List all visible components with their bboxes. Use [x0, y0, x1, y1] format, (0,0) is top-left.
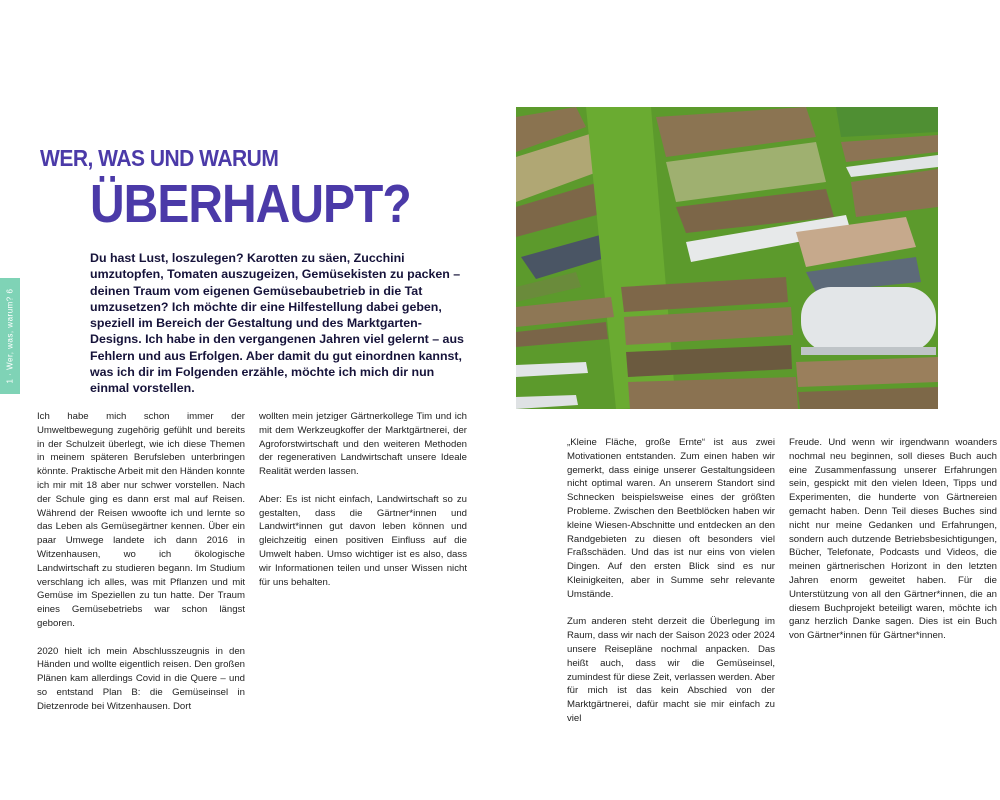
aerial-garden-illustration: [516, 107, 938, 409]
text-column-2: [259, 410, 467, 603]
chapter-title-line1: WER, WAS UND WARUM: [40, 146, 279, 172]
body-paragraph: 2020 hielt ich mein Abschlusszeugnis in den Händen und wollte eigentlich reisen. Den großen Plänen kam allerdings Covid in die Quere – und so entstand Plan B: die Gemüseinsel in Dietzenrode bei Witzenhausen. Dort: [37, 645, 245, 712]
intro-paragraph: Du hast Lust, loszulegen? Karotten zu säen, Zucchini umzutopfen, Tomaten auszugeizen, Gemüsekisten zu packen – deinen Traum vom eigenen Gemüsebaubetrieb in die Tat umzusetzen? Ich möchte dir eine Hilfestellung dabei geben, speziell im Bereich der Gestaltung und des Marktgarten-Designs. Ich habe in den vergangenen Jahren viel gelernt – aus Fehlern und aus Erfolgen. Aber damit du gut einordnen kannst, was ich dir im Folgenden erzähle, möchte ich mich dir nun einmal vorstellen.: [90, 251, 464, 396]
body-paragraph: Ich habe mich schon immer der Umweltbewegung zugehörig gefühlt und bereits in der Schulzeit überlegt, wie ich diese Themen in meinem späteren Berufsleben unterbringen könnte. Praktische Arbeit mit den Händen konnte ich mir mit 18 aber nur schwer vorstellen. Nach der Schule ging es dann erst mal auf Reisen. Während der Reisen wwoofte ich und lernte so das Leben als Gemüsegärtner kennen. Über ein paar Umwege landete ich dann 2016 in Witzenhausen, wo ich ökologische Landwirtschaft zu studieren begann. Im Studium verschlang ich alles, was mit Pflanzen und mit Gemüse im Speziellen zu tun hatte. Der Traum eines Gemüsebetriebs war schon längst geboren.: [37, 411, 245, 629]
text-column-4: [789, 436, 997, 657]
chapter-side-tab-label: 1 · Wer, was, warum? 6: [5, 288, 15, 384]
aerial-garden-photo: [516, 107, 938, 409]
body-paragraph: wollten mein jetziger Gärtnerkollege Tim und ich mit dem Werkzeugkoffer der Marktgärtnerei, der Agroforstwirtschaft und den weiteren Methoden der regenerativen Landwirtschaft unsere Ideale Realität werden lassen.: [259, 411, 467, 478]
text-column-3: [567, 436, 775, 740]
body-paragraph: Zum anderen steht derzeit die Überlegung im Raum, dass wir nach der Saison 2023 oder 2024 unsere Reisepläne nochmal anpacken. Das heißt auch, dass wir die Gemüseinsel, zumindest für diese Zeit, verlassen werden. Aber für mich ist das kein Abschied von der Marktgärtnerei, dafür macht sie mir einfach zu viel: [567, 616, 775, 724]
body-paragraph: Freude. Und wenn wir irgendwann woanders nochmal neu beginnen, soll dieses Buch auch eine Zusammenfassung unserer Erfahrungen sein, gespickt mit den vielen Ideen, Tipps und Experimenten, die hunderte von Gärtnereien gemacht haben. Denn Teil dieses Buches sind nicht nur meine Gedanken und Erfahrungen, sondern auch dutzende Betriebsbesichtigungen, Bücher, Telefonate, Podcasts und Videos, die meinen gärtnerischen Horizont in den letzten Jahren enorm geweitet haben. Für die Unterstützung von all den Gärtner*innen, die an diesem Buchprojekt beteiligt waren, möchte ich ganz herzlich Danke sagen. Dies ist ein Buch von Gärtner*innen für Gärtner*innen.: [789, 437, 997, 642]
body-paragraph: Aber: Es ist nicht einfach, Landwirtschaft so zu gestalten, dass die Gärtner*innen und Landwirt*innen gut davon leben können und gleichzeitig einen positiven Einfluss auf die Umwelt haben. Umso wichtiger ist es also, dass wir Informationen teilen und unser Wissen nicht für uns behalten.: [259, 493, 467, 588]
body-paragraph: „Kleine Fläche, große Ernte“ ist aus zwei Motivationen entstanden. Zum einen haben wir gemerkt, dass einige unserer Gestaltungsideen nicht optimal waren. An unserem Standort sind Schnecken beispielsweise eines der größten Probleme. Zwischen den Beetblöcken haben wir kleine Wiesen-Abschnitte und entdecken an den Randgebieten zu diesen oft besonders viel Fraßschäden. Und das ist nur eins von vielen Dingen. Auf den ersten Blick sind es nur Kleinigkeiten, aber in Summe sehr relevante Umstände.: [567, 437, 775, 600]
chapter-title-line2: ÜBERHAUPT?: [90, 174, 411, 235]
text-column-1: [37, 410, 245, 727]
